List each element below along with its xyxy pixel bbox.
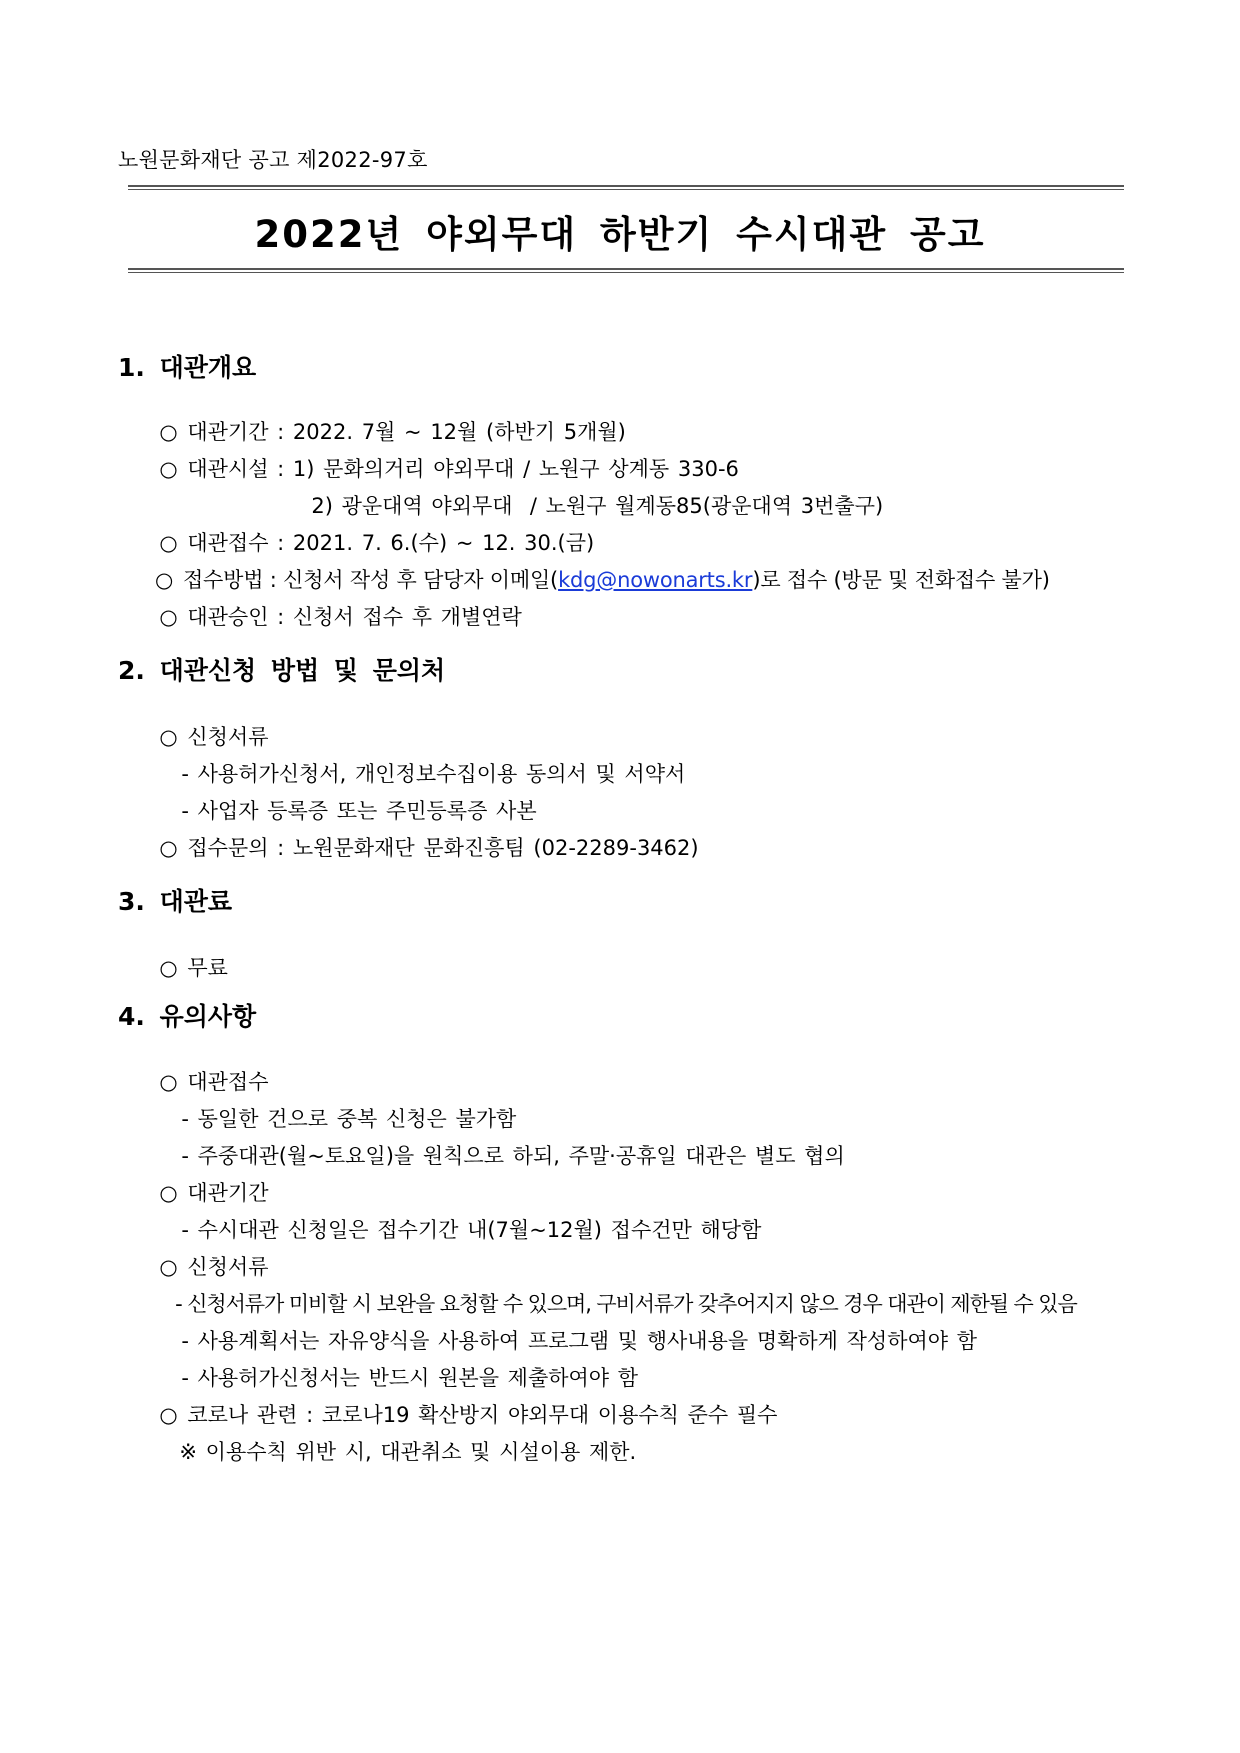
circle-bullet-icon: ○ bbox=[159, 457, 178, 481]
circle-bullet-icon: ○ bbox=[159, 1255, 178, 1279]
section-3-heading: 3. 대관료 bbox=[118, 887, 233, 916]
line-text: 사용허가신청서는 반드시 원본을 제출하여야 함 bbox=[197, 1366, 639, 1390]
line-text: 사용허가신청서, 개인정보수집이용 동의서 및 서약서 bbox=[197, 762, 686, 786]
line-text: 주중대관(월~토요일)을 원칙으로 하되, 주말·공휴일 대관은 별도 협의 bbox=[197, 1144, 845, 1168]
circle-bullet-icon: ○ bbox=[159, 531, 178, 555]
line-text: 코로나 관련 : 코로나19 확산방지 야외무대 이용수칙 준수 필수 bbox=[187, 1403, 778, 1427]
circle-bullet-icon: ○ bbox=[159, 725, 178, 749]
notes-covid-warning bbox=[162, 1412, 636, 1466]
line-text: 대관기간 : 2022. 7월 ~ 12월 (하반기 5개월) bbox=[187, 420, 626, 444]
dash-bullet: - bbox=[181, 1218, 189, 1242]
inquiry-line bbox=[142, 808, 699, 862]
line-text: 대관시설 : 1) 문화의거리 야외무대 / 노원구 상계동 330-6 bbox=[187, 457, 739, 481]
document-title: 2022년 야외무대 하반기 수시대관 공고 bbox=[254, 213, 986, 256]
circle-bullet-icon: ○ bbox=[159, 420, 178, 444]
line-text: 대관접수 bbox=[187, 1070, 269, 1094]
line-text: 이용수칙 위반 시, 대관취소 및 시설이용 제한. bbox=[205, 1440, 637, 1464]
title-rule-top bbox=[128, 185, 1124, 190]
dash-bullet: - bbox=[181, 1144, 189, 1168]
dash-bullet: - bbox=[181, 1366, 189, 1390]
section-2-heading: 2. 대관신청 방법 및 문의처 bbox=[118, 656, 446, 685]
line-text: 접수문의 : 노원문화재단 문화진흥팀 (02-2289-3462) bbox=[187, 836, 699, 860]
line-text: 신청서류 bbox=[187, 1255, 269, 1279]
line-text: )로 접수 (방문 및 전화접수 불가) bbox=[752, 568, 1050, 592]
line-text: 대관기간 bbox=[187, 1181, 269, 1205]
line-text: 2) 광운대역 야외무대 / 노원구 월계동85(광운대역 3번출구) bbox=[311, 494, 884, 518]
circle-bullet-icon: ○ bbox=[159, 1070, 178, 1094]
line-text: 신청서류 bbox=[187, 725, 269, 749]
line-text: 무료 bbox=[187, 956, 228, 980]
circle-bullet-icon: ○ bbox=[154, 568, 174, 592]
line-text: 신청서류가 미비할 시 보완을 요청할 수 있으며, 구비서류가 갖추어지지 않으 경우 대관이 제한될 수 있음 bbox=[187, 1292, 1077, 1316]
line-text: 대관접수 : 2021. 7. 6.(수) ~ 12. 30.(금) bbox=[187, 531, 595, 555]
dash-bullet: - bbox=[181, 799, 189, 823]
line-text: 사용계획서는 자유양식을 사용하여 프로그램 및 행사내용을 명확하게 작성하여야 함 bbox=[197, 1329, 978, 1353]
reference-mark-icon: ※ bbox=[179, 1440, 197, 1464]
dash-bullet: - bbox=[181, 762, 189, 786]
line-text: 대관승인 : 신청서 접수 후 개별연락 bbox=[187, 605, 522, 629]
contact-email-link[interactable]: kdg@nowonarts.kr bbox=[558, 568, 753, 592]
line-text: 동일한 건으로 중복 신청은 불가함 bbox=[197, 1107, 517, 1131]
rental-approval-line bbox=[142, 577, 522, 631]
dash-bullet: - bbox=[181, 1107, 189, 1131]
section-4-heading: 4. 유의사항 bbox=[118, 1002, 257, 1031]
line-text: 접수방법 : 신청서 작성 후 담당자 이메일( bbox=[182, 568, 559, 592]
title-rule-bottom bbox=[128, 268, 1124, 273]
dash-bullet: - bbox=[175, 1292, 182, 1316]
rental-fee-line bbox=[142, 928, 228, 982]
notice-number: 노원문화재단 공고 제2022-97호 bbox=[118, 148, 428, 172]
circle-bullet-icon: ○ bbox=[159, 1403, 178, 1427]
line-text: 사업자 등록증 또는 주민등록증 사본 bbox=[197, 799, 537, 823]
line-text: 수시대관 신청일은 접수기간 내(7월~12월) 접수건만 해당함 bbox=[197, 1218, 762, 1242]
circle-bullet-icon: ○ bbox=[159, 956, 178, 980]
dash-bullet: - bbox=[181, 1329, 189, 1353]
circle-bullet-icon: ○ bbox=[159, 1181, 178, 1205]
section-1-heading: 1. 대관개요 bbox=[118, 353, 257, 382]
circle-bullet-icon: ○ bbox=[159, 836, 178, 860]
circle-bullet-icon: ○ bbox=[159, 605, 178, 629]
